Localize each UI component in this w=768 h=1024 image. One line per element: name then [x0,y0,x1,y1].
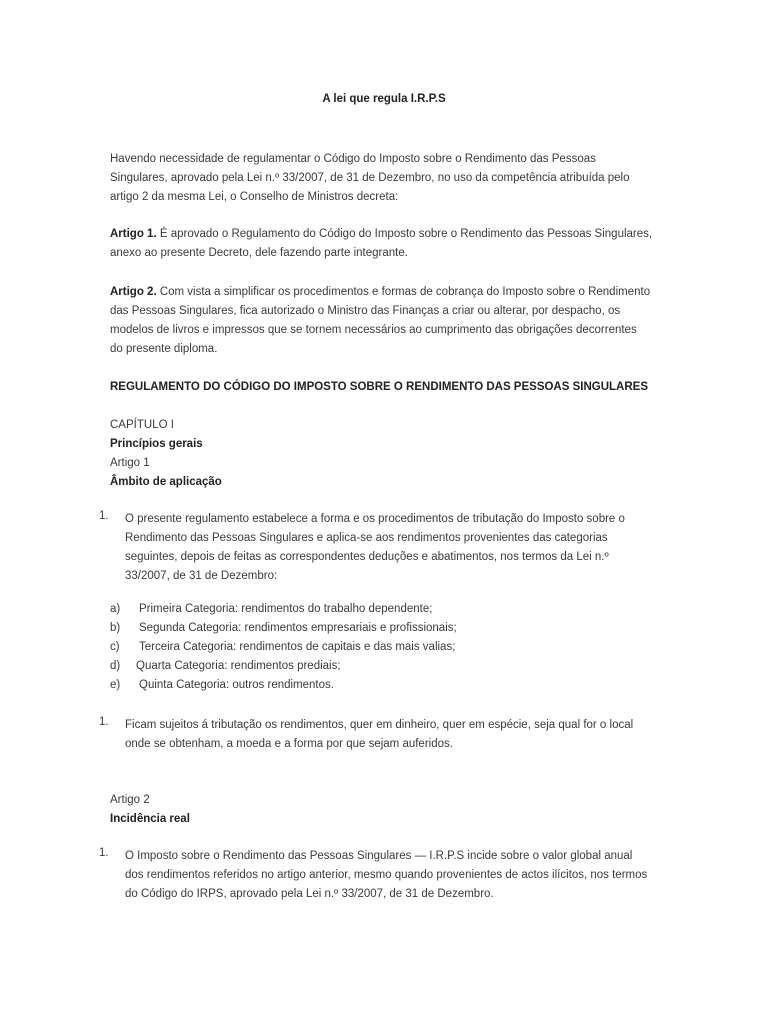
list-item-line: dos rendimentos referidos no artigo anterior, mesmo quando provenientes de actos ilícitos, nos termos [125,869,648,881]
list-item-line: seguintes, depois de feitas as correspondentes deduções e abatimentos, nos termos da Lei n.º [125,551,609,563]
artigo-2-label: Artigo 2. [110,286,157,298]
category-letter: a) [110,603,121,615]
list-number: 1. [99,847,109,859]
artigo-2-text-line: modelos de livros e impressos que se tornem necessários ao cumprimento das obrigações decorrentes [110,324,637,336]
document-title: A lei que regula I.R.P.S [322,93,446,105]
category-text: Quarta Categoria: rendimentos prediais; [136,660,341,672]
categories-list [0,603,768,703]
intro-line: artigo 2 da mesma Lei, o Conselho de Ministros decreta: [110,191,399,203]
list-item-line: Ficam sujeitos á tributação os rendimentos, quer em dinheiro, quer em espécie, seja qual for o local [125,719,634,731]
list-item-line: onde se obtenham, a moeda e a forma por que sejam auferidos. [125,738,453,750]
artigo-2-text-line: das Pessoas Singulares, fica autorizado o Ministro das Finanças a criar ou alterar, por despacho, os [110,305,621,317]
list-item-text [125,510,625,586]
list-item-line: O presente regulamento estabelece a forma e os procedimentos de tributação do Imposto sobre o [125,513,625,525]
category-letter: e) [110,679,121,691]
list-item-text [125,716,633,754]
list-item-line: 33/2007, de 31 de Dezembro: [125,570,278,582]
article-1-title: Âmbito de aplicação [110,476,222,488]
category-letter: b) [110,622,121,634]
list-item-line: do Código do IRPS, aprovado pela Lei n.º 33/2007, de 31 de Dezembro. [125,888,494,900]
artigo-1-label: Artigo 1. [110,228,157,240]
artigo-2-text: Com vista a simplificar os procedimentos e formas de cobrança do Imposto sobre o Rendimento [156,286,651,298]
chapter-label: CAPÍTULO I [110,419,174,431]
list-item-line: O Imposto sobre o Rendimento das Pessoas Singulares — I.R.P.S incide sobre o valor global anual [125,850,633,862]
article-2-label: Artigo 2 [110,794,150,806]
artigo-1-paragraph [110,225,652,263]
intro-paragraph [110,150,630,207]
category-text: Primeira Categoria: rendimentos do trabalho dependente; [139,603,433,615]
category-letter: d) [110,660,121,672]
artigo-1-text-line: anexo ao presente Decreto, dele fazendo parte integrante. [110,247,408,259]
artigo-2-text-line: do presente diploma. [110,343,218,355]
list-item-line: Rendimento das Pessoas Singulares e aplica-se aos rendimentos provenientes das categorias [125,532,608,544]
artigo-2-paragraph [110,283,650,359]
article-2-title: Incidência real [110,813,190,825]
list-item-text [125,847,647,904]
intro-line: Singulares, aprovado pela Lei n.º 33/2007, de 31 de Dezembro, no uso da competência atribuída pelo [110,172,630,184]
chapter-title: Princípios gerais [110,438,203,450]
artigo-1-text: É aprovado o Regulamento do Código do Imposto sobre o Rendimento das Pessoas Singulares, [156,228,653,240]
regulamento-heading: REGULAMENTO DO CÓDIGO DO IMPOSTO SOBRE O RENDIMENTO DAS PESSOAS SINGULARES [110,381,649,393]
list-number: 1. [99,510,109,522]
category-text: Segunda Categoria: rendimentos empresariais e profissionais; [139,622,457,634]
category-letter: c) [110,641,120,653]
article-1-label: Artigo 1 [110,457,150,469]
list-number: 1. [99,716,109,728]
category-text: Quinta Categoria: outros rendimentos. [139,679,334,691]
category-text: Terceira Categoria: rendimentos de capitais e das mais valias; [139,641,456,653]
intro-line: Havendo necessidade de regulamentar o Código do Imposto sobre o Rendimento das Pessoas [110,153,596,165]
